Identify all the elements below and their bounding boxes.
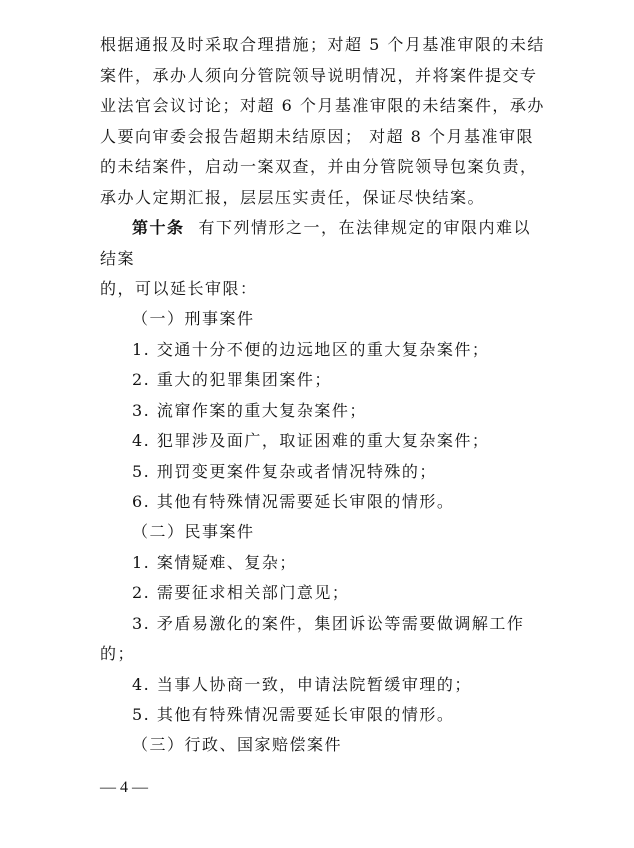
- list-item: 1. 交通十分不便的边远地区的重大复杂案件；: [132, 340, 490, 359]
- article-text: 有下列情形之一，在法律规定的审限内难以: [198, 218, 532, 237]
- list-item: 1. 案情疑难、复杂；: [132, 553, 297, 572]
- section-heading: （一）刑事案件: [132, 309, 255, 328]
- article-line-continue: 的，可以延长审限：: [100, 279, 258, 298]
- text-line: 承办人定期汇报，层层压实责任，保证尽快结案。: [100, 188, 486, 207]
- list-item: 4. 犯罪涉及面广，取证困难的重大复杂案件；: [132, 431, 490, 450]
- list-item: 2. 需要征求相关部门意见；: [132, 583, 350, 602]
- list-item: 2. 重大的犯罪集团案件；: [132, 370, 332, 389]
- list-item: 6. 其他有特殊情况需要延长审限的情形。: [132, 492, 455, 511]
- list-item-wrap: 的；: [100, 644, 136, 663]
- page-number: — 4 —: [100, 779, 148, 796]
- article-title: 第十条: [132, 218, 185, 237]
- article-line-wrap: 结案: [100, 249, 136, 268]
- list-item: 3. 流窜作案的重大复杂案件；: [132, 401, 367, 420]
- article-line: [132, 217, 531, 239]
- list-item: 4. 当事人协商一致，申请法院暂缓审理的；: [132, 675, 472, 694]
- section-heading: （三）行政、国家赔偿案件: [132, 735, 343, 754]
- list-item: 3. 矛盾易激化的案件，集团诉讼等需要做调解工作: [132, 614, 525, 633]
- text-line: 根据通报及时采取合理措施；对超 5 个月基准审限的未结: [100, 35, 545, 54]
- section-heading: （二）民事案件: [132, 522, 255, 541]
- text-line: 案件，承办人须向分管院领导说明情况，并将案件提交专: [100, 66, 538, 85]
- list-item: 5. 其他有特殊情况需要延长审限的情形。: [132, 705, 455, 724]
- list-item: 5. 刑罚变更案件复杂或者情况特殊的；: [132, 462, 437, 481]
- text-line: 人要向审委会报告超期未结原因； 对超 8 个月基准审限: [100, 127, 534, 146]
- text-line: 业法官会议讨论；对超 6 个月基准审限的未结案件，承办: [100, 96, 545, 115]
- text-line: 的未结案件，启动一案双查，并由分管院领导包案负责，: [100, 157, 538, 176]
